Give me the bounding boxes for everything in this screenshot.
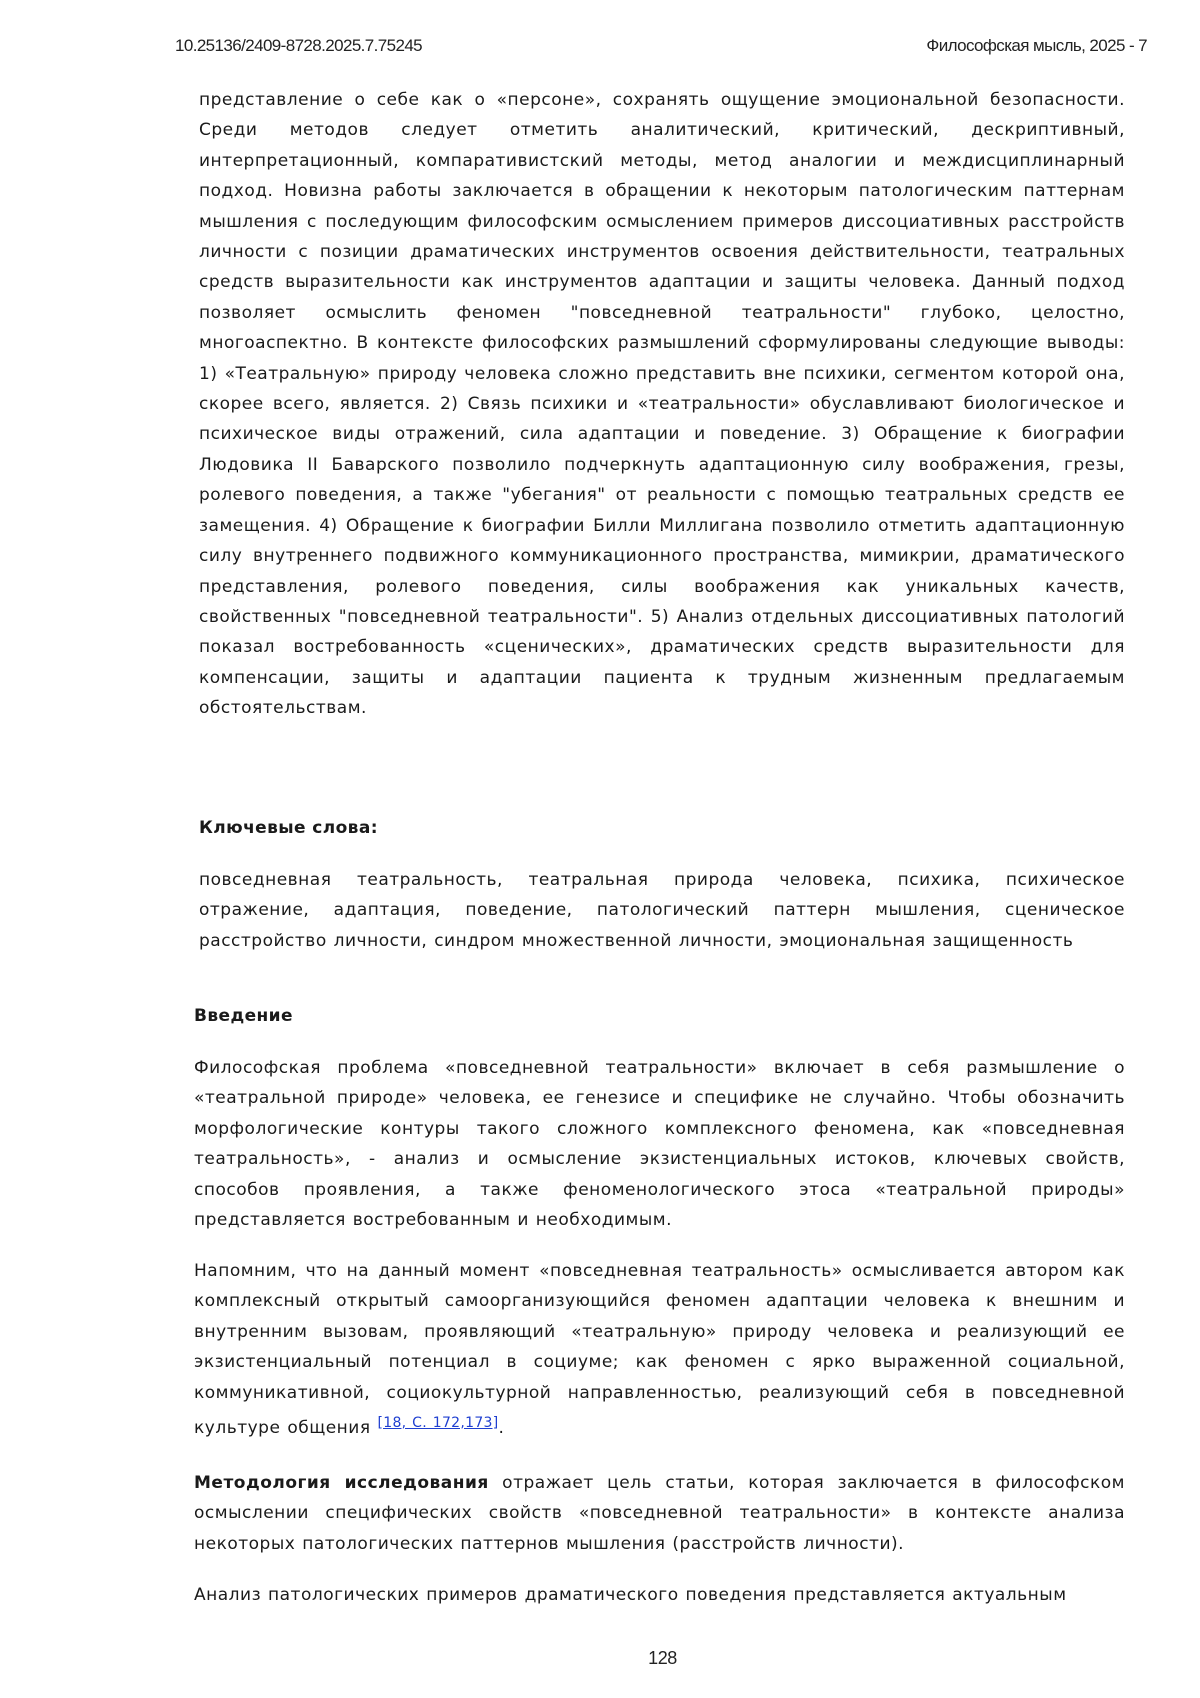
methodology-paragraph bbox=[194, 1468, 1125, 1559]
page-header bbox=[175, 36, 1147, 60]
paragraph-2-text: Напомним, что на данный момент «повседневная театральность» осмысливается автором как комплексный открытый самоорганизующийся феномен адаптации человека к внешним и внутренним вызовам, проявляющий «театральную» природу человека и реализующий ее экзистенциальный потенциал в социуме; как феномен с ярко выраженной социальной, коммуникативной, социокультурной направленностью, реализующий себя в повседневной культуре общения bbox=[194, 1261, 1125, 1438]
paragraph-2-end: . bbox=[499, 1418, 505, 1438]
page-number: 128 bbox=[0, 1648, 1200, 1669]
abstract-continuation: представление о себе как о «персоне», сохранять ощущение эмоциональной безопасности. Среди методов следует отметить аналитический, критический, дескриптивный, интерпретационный, компаративистский методы, метод аналогии и междисциплинарный подход. Новизна работы заключается в обращении к некоторым патологическим паттернам мышления с последующим философским осмыслением примеров диссоциативных расстройств личности с позиции драматических инструментов освоения действительности, театральных средств выразительности как инструментов адаптации и защиты человека. Данный подход позволяет осмыслить феномен "повседневной театральности" глубоко, целостно, многоаспектно. В контексте философских размышлений сформулированы следующие выводы: 1) «Театральную» природу человека сложно представить вне психики, сегментом которой она, скорее всего, является. 2) Связь психики и «театральности» обуславливают биологическое и психическое виды отражений, сила адаптации и поведение. 3) Обращение к биографии Людовика II Баварского позволило подчеркнуть адаптационную силу воображения, грезы, ролевого поведения, а также "убегания" от реальности с помощью театральных средств ее замещения. 4) Обращение к биографии Билли Миллигана позволило отметить адаптационную силу внутреннего подвижного коммуникационного пространства, мимикрии, драматического представления, ролевого поведения, силы воображения как уникальных качеств, свойственных "повседневной театральности". 5) Анализ отдельных диссоциативных патологий показал востребованность «сценических», драматических средств выразительности для компенсации, защиты и адаптации пациента к трудным жизненным предлагаемым обстоятельствам. bbox=[199, 85, 1125, 724]
introduction-heading: Введение bbox=[194, 1006, 293, 1026]
methodology-text: отражает цель статьи, которая заключается в философском осмыслении специфических свойств «повседневной театральности» в контексте анализа некоторых патологических паттернов мышления (расстройств личности). bbox=[194, 1473, 1125, 1554]
citation-link[interactable]: [18, С. 172,173] bbox=[377, 1415, 498, 1431]
keywords-heading: Ключевые слова: bbox=[199, 818, 378, 838]
keywords-text: повседневная театральность, театральная природа человека, психика, психическое отражение, адаптация, поведение, патологический паттерн мышления, сценическое расстройство личности, синдром множественной личности, эмоциональная защищенность bbox=[199, 865, 1125, 956]
journal-title: Философская мысль, 2025 - 7 bbox=[926, 36, 1147, 56]
introduction-paragraph-2 bbox=[194, 1256, 1125, 1443]
introduction-paragraph-1: Философская проблема «повседневной театральности» включает в себя размышление о «театральной природе» человека, ее генезисе и специфике не случайно. Чтобы обозначить морфологические контуры такого сложного комплексного феномена, как «повседневная театральность», - анализ и осмысление экзистенциальных истоков, ключевых свойств, способов проявления, а также феноменологического этоса «театральной природы» представляется востребованным и необходимым. bbox=[194, 1053, 1125, 1235]
doi-text: 10.25136/2409-8728.2025.7.75245 bbox=[175, 36, 422, 56]
methodology-lead: Методология исследования bbox=[194, 1473, 489, 1493]
introduction-paragraph-4: Анализ патологических примеров драматического поведения представляется актуальным bbox=[194, 1580, 1125, 1610]
